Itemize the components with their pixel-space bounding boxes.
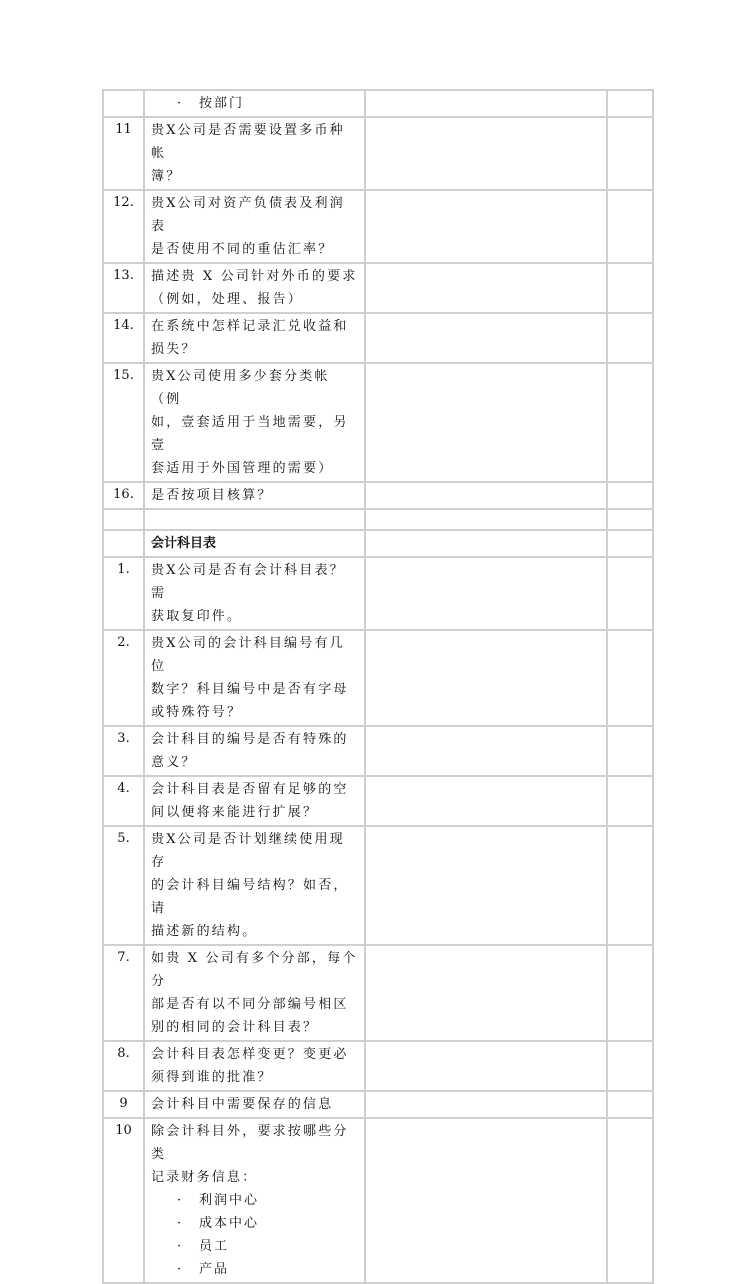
bullet-item [151, 92, 360, 115]
item-number: 3. [103, 726, 144, 776]
answer-cell[interactable] [365, 557, 607, 630]
remarks-cell[interactable] [607, 117, 653, 190]
questionnaire-table [102, 89, 654, 1284]
answer-cell[interactable] [365, 190, 607, 263]
question-text [144, 630, 365, 726]
question-text [144, 945, 365, 1041]
table-row [103, 1041, 653, 1091]
question-line: 部是否有以不同分部编号相区 [151, 997, 349, 1012]
table-row [103, 776, 653, 826]
bullet-icon: · [177, 96, 184, 111]
item-number: 4. [103, 776, 144, 826]
answer-cell[interactable] [365, 826, 607, 945]
bullet-label: 利润中心 [199, 1193, 260, 1208]
answer-cell[interactable] [365, 90, 607, 117]
table-row [103, 530, 653, 557]
question-line: 贵X公司的会计科目编号有几位 [151, 636, 345, 674]
answer-cell[interactable] [365, 313, 607, 363]
table-row [103, 482, 653, 509]
remarks-cell[interactable] [607, 945, 653, 1041]
question-text [144, 482, 365, 509]
item-number: 5. [103, 826, 144, 945]
item-number [103, 90, 144, 117]
bullet-item [151, 1235, 360, 1258]
question-line: （例如，处理、报告） [151, 292, 304, 307]
bullet-label: 成本中心 [199, 1216, 260, 1231]
answer-cell[interactable] [365, 509, 607, 530]
bullet-icon: · [177, 1239, 184, 1254]
remarks-cell[interactable] [607, 630, 653, 726]
question-line: 须得到谁的批准？ [151, 1070, 273, 1085]
bullet-icon: · [177, 1262, 184, 1277]
item-number: 13. [103, 263, 144, 313]
item-number: 15. [103, 363, 144, 482]
question-text [144, 1118, 365, 1283]
remarks-cell[interactable] [607, 313, 653, 363]
bullet-item [151, 1258, 360, 1281]
question-text [144, 313, 365, 363]
question-line: 会计科目中需要保存的信息 [151, 1097, 334, 1112]
answer-cell[interactable] [365, 630, 607, 726]
question-line: 记录财务信息： [151, 1170, 258, 1185]
bullet-label: 员工 [199, 1239, 230, 1254]
remarks-cell[interactable] [607, 482, 653, 509]
item-number [103, 509, 144, 530]
answer-cell[interactable] [365, 945, 607, 1041]
remarks-cell[interactable] [607, 263, 653, 313]
question-line: 描述贵 X 公司针对外币的要求 [151, 269, 358, 284]
question-text [144, 726, 365, 776]
question-line: 意义？ [151, 755, 197, 770]
question-line: 会计科目表是否留有足够的空 [151, 782, 349, 797]
question-line: 会计科目的编号是否有特殊的 [151, 732, 349, 747]
remarks-cell[interactable] [607, 530, 653, 557]
question-text [144, 826, 365, 945]
remarks-cell[interactable] [607, 776, 653, 826]
remarks-cell[interactable] [607, 726, 653, 776]
item-number: 7. [103, 945, 144, 1041]
question-line: 描述新的结构。 [151, 924, 258, 939]
answer-cell[interactable] [365, 1091, 607, 1118]
remarks-cell[interactable] [607, 1118, 653, 1283]
remarks-cell[interactable] [607, 1041, 653, 1091]
question-text [144, 557, 365, 630]
question-line: 在系统中怎样记录汇兑收益和 [151, 319, 349, 334]
answer-cell[interactable] [365, 1041, 607, 1091]
question-text [144, 190, 365, 263]
table-row [103, 945, 653, 1041]
question-line: 获取复印件。 [151, 609, 243, 624]
question-text [144, 363, 365, 482]
question-line: 簿？ [151, 169, 182, 184]
question-line: 除会计科目外，要求按哪些分类 [151, 1124, 349, 1162]
question-text [144, 90, 365, 117]
questionnaire-body [103, 90, 653, 1283]
table-row [103, 826, 653, 945]
question-line: 贵X公司是否有会计科目表？需 [151, 563, 345, 601]
table-row [103, 313, 653, 363]
question-text [144, 263, 365, 313]
item-number: 11 [103, 117, 144, 190]
remarks-cell[interactable] [607, 557, 653, 630]
table-row [103, 363, 653, 482]
item-number: 9 [103, 1091, 144, 1118]
question-line: 贵X公司对资产负债表及利润表 [151, 196, 345, 234]
table-row [103, 557, 653, 630]
item-number: 1. [103, 557, 144, 630]
answer-cell[interactable] [365, 530, 607, 557]
question-line: 是否按项目核算？ [151, 488, 273, 503]
answer-cell[interactable] [365, 482, 607, 509]
table-row [103, 117, 653, 190]
question-line: 或特殊符号？ [151, 705, 243, 720]
answer-cell[interactable] [365, 263, 607, 313]
bullet-icon: · [177, 1216, 184, 1231]
question-text [144, 1091, 365, 1118]
question-line: 会计科目表怎样变更？变更必 [151, 1047, 349, 1062]
answer-cell[interactable] [365, 1118, 607, 1283]
remarks-cell[interactable] [607, 190, 653, 263]
item-number: 2. [103, 630, 144, 726]
question-line: 贵X公司使用多少套分类帐（例 [151, 369, 330, 407]
question-line: 如，壹套适用于当地需要，另壹 [151, 415, 349, 453]
item-number: 16. [103, 482, 144, 509]
remarks-cell[interactable] [607, 363, 653, 482]
question-line: 间以便将来能进行扩展？ [151, 805, 319, 820]
bullet-item [151, 1189, 360, 1212]
item-number: 14. [103, 313, 144, 363]
question-line: 如贵 X 公司有多个分部，每个分 [151, 951, 358, 989]
answer-cell[interactable] [365, 776, 607, 826]
answer-cell[interactable] [365, 363, 607, 482]
table-row [103, 1091, 653, 1118]
question-text [144, 509, 365, 530]
question-line: 套适用于外国管理的需要） [151, 461, 334, 476]
section-heading: 会计科目表 [144, 530, 365, 557]
question-line: 数字？科目编号中是否有字母 [151, 682, 349, 697]
remarks-cell[interactable] [607, 509, 653, 530]
question-line: 是否使用不同的重估汇率？ [151, 242, 334, 257]
question-line: 贵X公司是否计划继续使用现存 [151, 832, 345, 870]
answer-cell[interactable] [365, 117, 607, 190]
table-row [103, 509, 653, 530]
answer-cell[interactable] [365, 726, 607, 776]
table-row [103, 263, 653, 313]
bullet-item [151, 1212, 360, 1235]
remarks-cell[interactable] [607, 826, 653, 945]
question-line: 的会计科目编号结构？如否，请 [151, 878, 349, 916]
bullet-label: 按部门 [199, 96, 245, 111]
item-number [103, 530, 144, 557]
question-line: 别的相同的会计科目表？ [151, 1020, 319, 1035]
bullet-icon: · [177, 1193, 184, 1208]
item-number: 12. [103, 190, 144, 263]
item-number: 8. [103, 1041, 144, 1091]
question-text [144, 776, 365, 826]
table-row [103, 1118, 653, 1283]
question-line: 损失？ [151, 342, 197, 357]
remarks-cell[interactable] [607, 1091, 653, 1118]
question-text [144, 117, 365, 190]
question-line: 贵X公司是否需要设置多币种帐 [151, 123, 345, 161]
table-row [103, 190, 653, 263]
table-row [103, 90, 653, 117]
table-row [103, 630, 653, 726]
remarks-cell[interactable] [607, 90, 653, 117]
item-number: 10 [103, 1118, 144, 1283]
table-row [103, 726, 653, 776]
bullet-label: 产品 [199, 1262, 230, 1277]
question-text [144, 1041, 365, 1091]
